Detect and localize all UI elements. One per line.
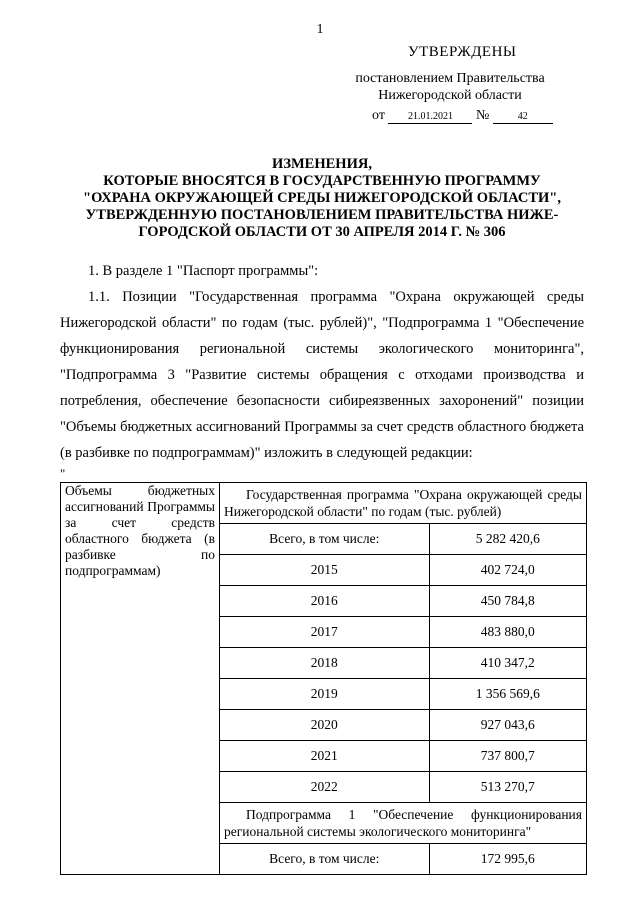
- paragraph-1: 1. В разделе 1 "Паспорт программы":: [88, 263, 319, 279]
- title-line: КОТОРЫЕ ВНОСЯТСЯ В ГОСУДАРСТВЕННУЮ ПРОГРАММУ: [103, 173, 541, 189]
- decree-date: 21.01.2021: [388, 111, 472, 124]
- row-value: 172 995,6: [429, 844, 586, 875]
- decree-number: 42: [493, 111, 553, 124]
- title-line: УТВЕРЖДЕННУЮ ПОСТАНОВЛЕНИЕМ ПРАВИТЕЛЬСТВА НИЖЕ-: [85, 207, 559, 223]
- row-label: 2018: [220, 648, 430, 679]
- row-value: 450 784,8: [429, 586, 586, 617]
- row-value: 1 356 569,6: [429, 679, 586, 710]
- row-value: 402 724,0: [429, 555, 586, 586]
- row-label: 2016: [220, 586, 430, 617]
- date-prefix: от: [372, 108, 385, 123]
- opening-quote: ": [60, 466, 66, 481]
- program-title-cell: Государственная программа "Охрана окружающей среды Нижегородской области" по годам (тыс. рублей): [220, 483, 587, 524]
- budget-table: [60, 482, 587, 875]
- page-number: 1: [316, 22, 324, 37]
- subprogram-1-title-cell: Подпрограмма 1 "Обеспечение функционирования региональной системы экологического мониторинга": [220, 803, 587, 844]
- approved-heading: УТВЕРЖДЕНЫ: [408, 44, 517, 60]
- paragraph-1-1: 1.1. Позиции "Государственная программа "Охрана окружающей среды Нижегородской области" по годам (тыс. рублей)", "Подпрограмма 1 "Обеспечение функционирования региональной системы экологического мониторинга", "Подпрограмма 3 "Развитие системы обращения с отходами производства и потребления, обеспечение безопасности сибиреязвенных захоронений" позиции "Объемы бюджетных ассигнований Программы за счет средств областного бюджета (в разбивке по подпрограммам)" изложить в следующей редакции:: [60, 289, 584, 461]
- decree-line-2: Нижегородской области: [378, 88, 522, 103]
- row-label: 2017: [220, 617, 430, 648]
- decree-date-row: [372, 108, 553, 124]
- row-value: 513 270,7: [429, 772, 586, 803]
- row-label: 2015: [220, 555, 430, 586]
- decree-line-1: постановлением Правительства: [355, 71, 545, 86]
- title-line: ИЗМЕНЕНИЯ,: [272, 156, 372, 172]
- title-line: "ОХРАНА ОКРУЖАЮЩЕЙ СРЕДЫ НИЖЕГОРОДСКОЙ ОБЛАСТИ",: [83, 190, 561, 206]
- row-value: 5 282 420,6: [429, 524, 586, 555]
- row-label: 2020: [220, 710, 430, 741]
- row-value: 483 880,0: [429, 617, 586, 648]
- row-label: 2021: [220, 741, 430, 772]
- row-label: 2022: [220, 772, 430, 803]
- title-line: ГОРОДСКОЙ ОБЛАСТИ ОТ 30 АПРЕЛЯ 2014 Г. № 306: [138, 224, 506, 240]
- document-title: [60, 156, 584, 241]
- decree-block: [300, 70, 600, 104]
- row-value: 410 347,2: [429, 648, 586, 679]
- row-value: 927 043,6: [429, 710, 586, 741]
- number-sign: №: [475, 108, 490, 123]
- row-label: 2019: [220, 679, 430, 710]
- row-label: Всего, в том числе:: [220, 524, 430, 555]
- row-label: Всего, в том числе:: [220, 844, 430, 875]
- row-value: 737 800,7: [429, 741, 586, 772]
- budget-allocation-label: Объемы бюджетных ассигнований Программы за счет средств областного бюджета (в разбивке по подпрограммам): [61, 483, 220, 875]
